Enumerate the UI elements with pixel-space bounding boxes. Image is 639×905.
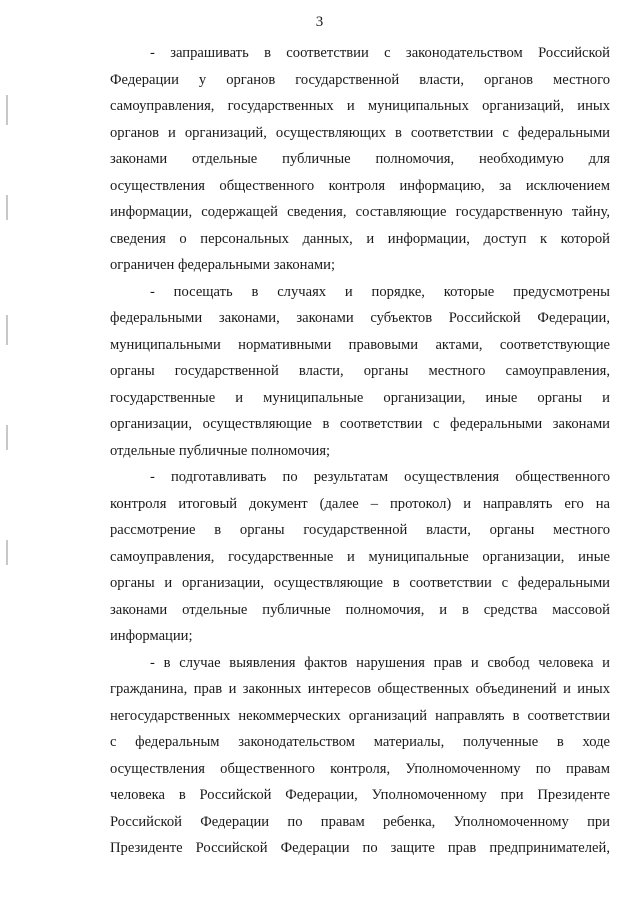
paragraph-visit-organizations <box>110 279 610 465</box>
paragraph-prepare-protocol <box>110 464 610 650</box>
text-line: самоуправления, государственных и муниципальных организаций, иных <box>110 98 610 114</box>
text-line: законами отдельные публичные полномочия, необходимую для <box>110 151 610 167</box>
text-line: рассмотрение в органы государственной власти, органы местного <box>110 522 610 538</box>
text-line: гражданина, прав и законных интересов общественных объединений и иных <box>110 681 610 697</box>
text-line: осуществления общественного контроля информацию, за исключением <box>110 177 610 194</box>
scan-mark <box>6 425 8 450</box>
text-line: самоуправления, государственные и муниципальные организации, иные <box>110 548 610 565</box>
text-line: органов и организаций, осуществляющих в соответствии с федеральными <box>110 124 610 141</box>
text-line: государственные и муниципальные организации, иные органы и <box>110 389 610 406</box>
text-line: организации, осуществляющие в соответствии с федеральными законами <box>110 416 610 432</box>
scan-margin-marks <box>0 0 20 905</box>
text-line: негосударственных некоммерческих организаций направлять в соответствии <box>110 707 610 724</box>
document-body <box>110 40 610 862</box>
text-line: Российской Федерации по правам ребенка, Уполномоченному при <box>110 813 610 830</box>
text-line: ограничен федеральными законами; <box>110 257 336 273</box>
scan-mark <box>6 315 8 345</box>
text-line: отдельные публичные полномочия; <box>110 442 331 459</box>
page-number: 3 <box>315 14 324 30</box>
text-line: информации; <box>110 628 193 644</box>
text-line: - в случае выявления фактов нарушения прав и свобод человека и <box>150 654 610 671</box>
scan-mark <box>6 195 8 220</box>
text-line: контроля итоговый документ (далее – протокол) и направлять его на <box>110 495 610 512</box>
text-line: информации, содержащей сведения, составляющие государственную тайну, <box>110 204 610 220</box>
paragraph-request-information <box>110 40 610 279</box>
paragraph-report-violations <box>110 650 610 862</box>
text-line: человека в Российской Федерации, Уполномоченному при Президенте <box>110 787 610 803</box>
text-line: - подготавливать по результатам осуществления общественного <box>150 469 610 485</box>
text-line: Федерации у органов государственной власти, органов местного <box>110 71 610 88</box>
text-line: - запрашивать в соответствии с законодательством Российской <box>150 45 610 61</box>
text-line: муниципальными нормативными правовыми актами, соответствующие <box>110 336 610 353</box>
text-line: сведения о персональных данных, и информации, доступ к которой <box>110 230 610 247</box>
text-line: осуществления общественного контроля, Уполномоченному по правам <box>110 760 610 777</box>
text-line: органы и организации, осуществляющие в соответствии с федеральными <box>110 575 610 591</box>
text-line: законами отдельные публичные полномочия, и в средства массовой <box>110 601 610 618</box>
text-line: федеральными законами, законами субъектов Российской Федерации, <box>110 310 610 326</box>
scan-mark <box>6 540 8 565</box>
scan-mark <box>6 95 8 125</box>
text-line: - посещать в случаях и порядке, которые предусмотрены <box>150 283 610 300</box>
text-line: органы государственной власти, органы местного самоуправления, <box>110 363 610 379</box>
text-line: с федеральным законодательством материалы, полученные в ходе <box>110 734 610 750</box>
text-line: Президенте Российской Федерации по защите прав предпринимателей, <box>110 840 610 856</box>
